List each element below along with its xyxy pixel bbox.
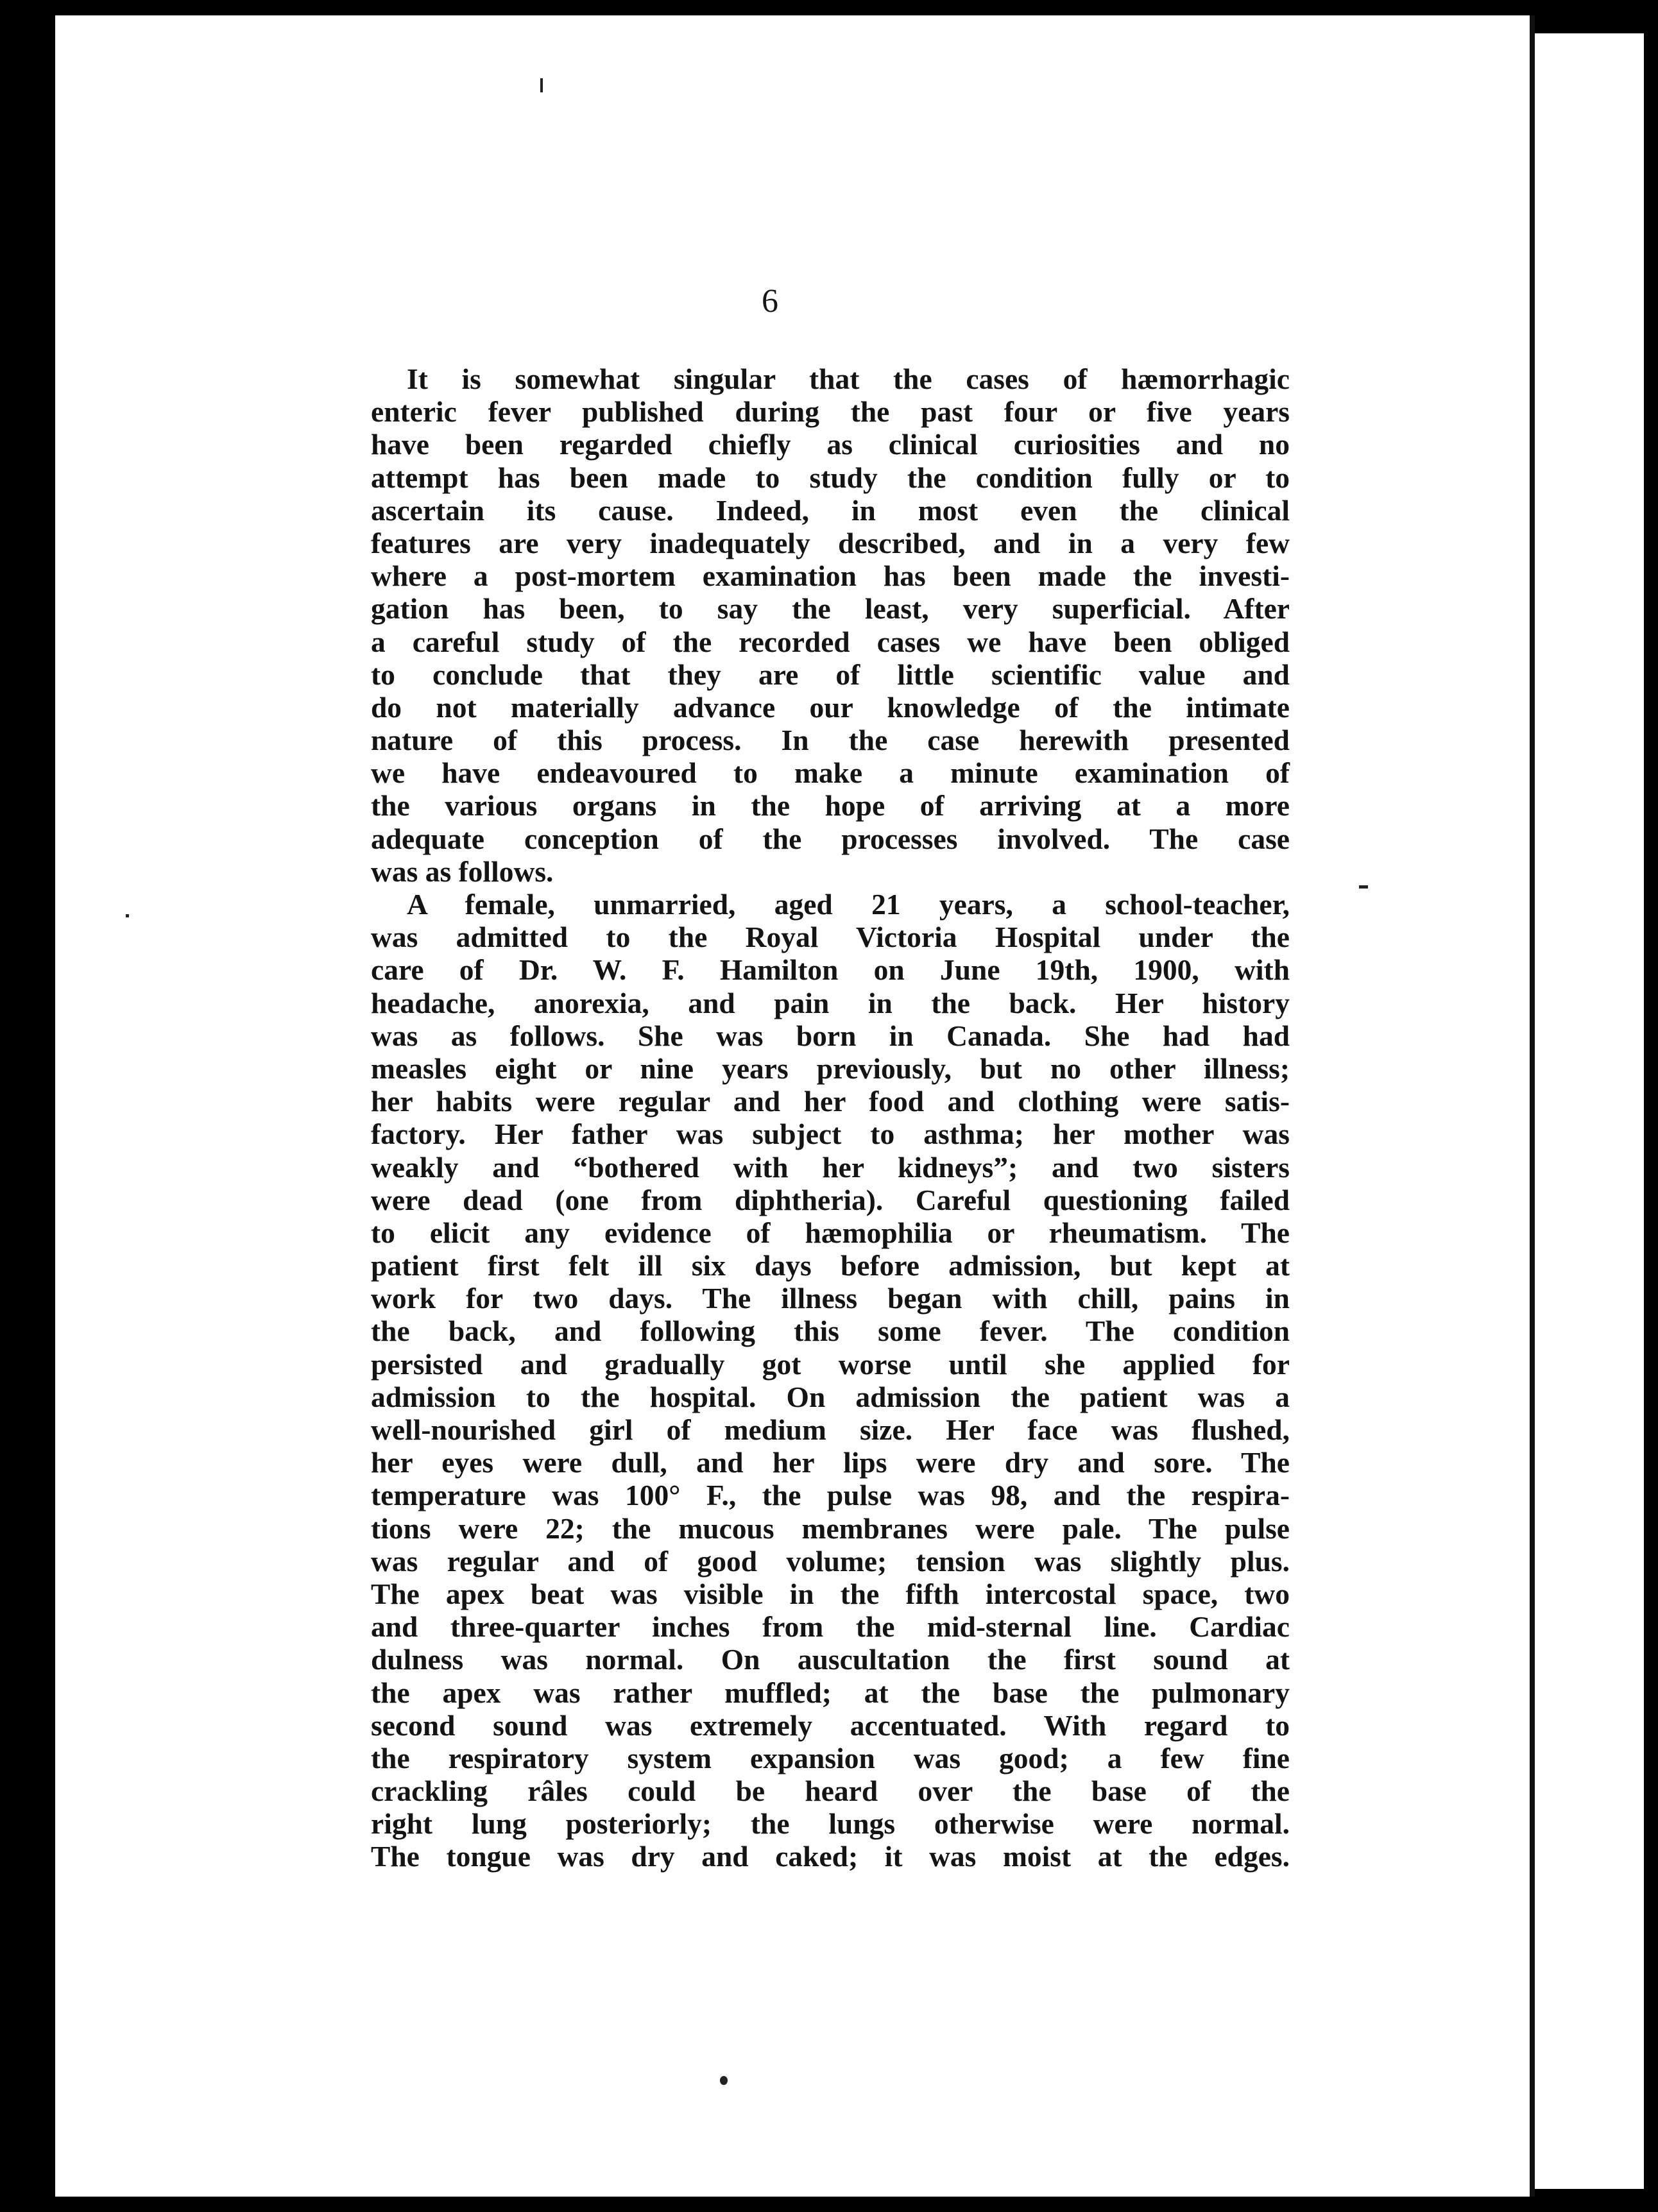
text-line: her eyes were dull, and her lips were dry and sore. The: [371, 1446, 1290, 1479]
text-line: do not materially advance our knowledge of the intimate: [371, 690, 1290, 724]
text-line: the back, and following this some fever. The condition: [371, 1314, 1290, 1348]
scan-speck: [720, 2076, 728, 2085]
text-line: adequate conception of the processes involved. The case: [371, 822, 1290, 855]
text-line: features are very inadequately described, and in a very few: [371, 526, 1290, 559]
text-line: where a post-mortem examination has been made the investi-: [371, 559, 1290, 593]
text-line: attempt has been made to study the condition fully or to: [371, 461, 1290, 494]
text-line: right lung posteriorly; the lungs otherwise were normal.: [371, 1807, 1290, 1841]
text-line: the various organs in the hope of arriving at a more: [371, 789, 1290, 822]
text-line: was as follows. She was born in Canada. She had had: [371, 1019, 1290, 1052]
text-line: dulness was normal. On auscultation the first sound at: [371, 1643, 1290, 1676]
scan-speck: [1359, 885, 1368, 889]
page-number: 6: [762, 283, 778, 319]
text-line: was regular and of good volume; tension was slightly plus.: [371, 1544, 1290, 1578]
text-line: crackling râles could be heard over the base of the: [371, 1774, 1290, 1808]
text-line: was admitted to the Royal Victoria Hospital under the: [371, 921, 1290, 954]
text-line: tions were 22; the mucous membranes were pale. The pulse: [371, 1511, 1290, 1545]
text-line: her habits were regular and her food and clothing were satis-: [371, 1085, 1290, 1118]
text-line: ascertain its cause. Indeed, in most even the clinical: [371, 493, 1290, 527]
text-line: persisted and gradually got worse until she applied for: [371, 1347, 1290, 1381]
text-line: a careful study of the recorded cases we have been obliged: [371, 625, 1290, 658]
text-line: headache, anorexia, and pain in the back. Her history: [371, 986, 1290, 1019]
text-line: and three-quarter inches from the mid-sternal line. Cardiac: [371, 1610, 1290, 1644]
text-line: to conclude that they are of little scientific value and: [371, 658, 1290, 691]
text-line: were dead (one from diphtheria). Careful questioning failed: [371, 1183, 1290, 1216]
text-line: weakly and “bothered with her kidneys”; and two sisters: [371, 1150, 1290, 1184]
text-line: The apex beat was visible in the fifth intercostal space, two: [371, 1577, 1290, 1610]
scan-speck: [540, 78, 543, 92]
text-line: was as follows.: [371, 855, 554, 888]
text-line: gation has been, to say the least, very superficial. After: [371, 592, 1290, 625]
text-line: the apex was rather muffled; at the base the pulmonary: [371, 1676, 1290, 1709]
text-line: The tongue was dry and caked; it was moist at the edges.: [371, 1840, 1290, 1873]
text-line: It is somewhat singular that the cases of hæmorrhagic: [407, 362, 1290, 395]
text-line: admission to the hospital. On admission the patient was a: [371, 1380, 1290, 1413]
text-line: temperature was 100° F., the pulse was 98, and the respira-: [371, 1479, 1290, 1512]
text-line: nature of this process. In the case herewith presented: [371, 724, 1290, 757]
text-line: A female, unmarried, aged 21 years, a school-teacher,: [407, 888, 1290, 921]
adjacent-page-edge: [1535, 33, 1644, 2189]
text-line: to elicit any evidence of hæmophilia or rheumatism. The: [371, 1216, 1290, 1249]
text-line: enteric fever published during the past four or five years: [371, 395, 1290, 429]
text-line: factory. Her father was subject to asthma; her mother was: [371, 1118, 1290, 1151]
text-line: the respiratory system expansion was good; a few fine: [371, 1741, 1290, 1774]
text-line: patient first felt ill six days before admission, but kept at: [371, 1249, 1290, 1282]
text-line: we have endeavoured to make a minute examination of: [371, 756, 1290, 790]
text-line: have been regarded chiefly as clinical curiosities and no: [371, 428, 1290, 461]
text-line: work for two days. The illness began with chill, pains in: [371, 1282, 1290, 1315]
scan-speck: [126, 914, 129, 917]
body-text: [371, 362, 1290, 1873]
text-line: care of Dr. W. F. Hamilton on June 19th, 1900, with: [371, 953, 1290, 987]
text-line: second sound was extremely accentuated. With regard to: [371, 1708, 1290, 1742]
text-line: well-nourished girl of medium size. Her face was flushed,: [371, 1413, 1290, 1446]
text-line: measles eight or nine years previously, but no other illness;: [371, 1051, 1290, 1085]
